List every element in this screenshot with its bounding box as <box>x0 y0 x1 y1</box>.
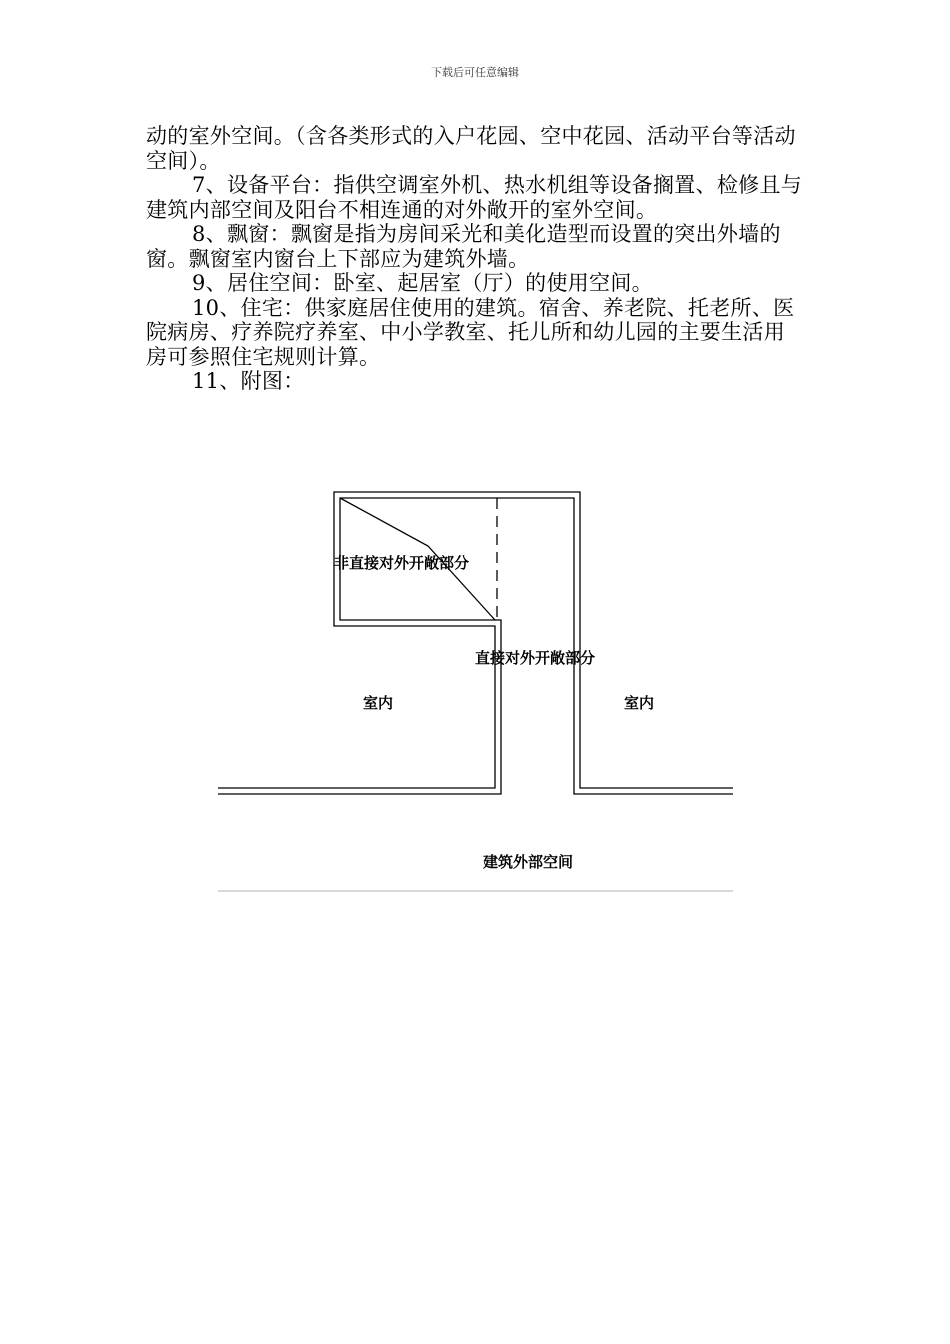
paragraph-continuation: 动的室外空间。（含各类形式的入户花园、空中花园、活动平台等活动空间）。 <box>146 124 796 173</box>
paragraph-living-space: 9、居住空间：卧室、起居室（厅）的使用空间。 <box>192 271 653 295</box>
paragraph-attached-figure: 11、附图： <box>192 369 305 393</box>
header-note: 下载后可任意编辑 <box>431 66 519 79</box>
label-building-exterior-space: 建筑外部空间 <box>483 853 574 871</box>
paragraph-equipment-platform: 7、设备平台：指供空调室外机、热水机组等设备搁置、检修且与建筑内部空间及阳台不相连通的对外敞开的室外空间。 <box>146 173 803 222</box>
inner-wall-line <box>218 498 733 794</box>
label-indirectly-open-part: 非直接对外开敞部分 <box>334 554 470 572</box>
outer-wall-line <box>218 492 733 788</box>
paragraph-residence: 10、住宅：供家庭居住使用的建筑。宿舍、养老院、托老所、医院病房、疗养院疗养室、中小学教室、托儿所和幼儿园的主要生活用房可参照住宅规则计算。 <box>146 295 795 369</box>
label-directly-open-part: 直接对外开敞部分 <box>475 649 596 667</box>
paragraph-bay-window: 8、飘窗：飘窗是指为房间采光和美化造型而设置的突出外墙的窗。飘窗室内窗台上下部应为建筑外墙。 <box>146 222 781 271</box>
label-indoor-left: 室内 <box>363 694 394 712</box>
label-indoor-right: 室内 <box>624 694 655 712</box>
